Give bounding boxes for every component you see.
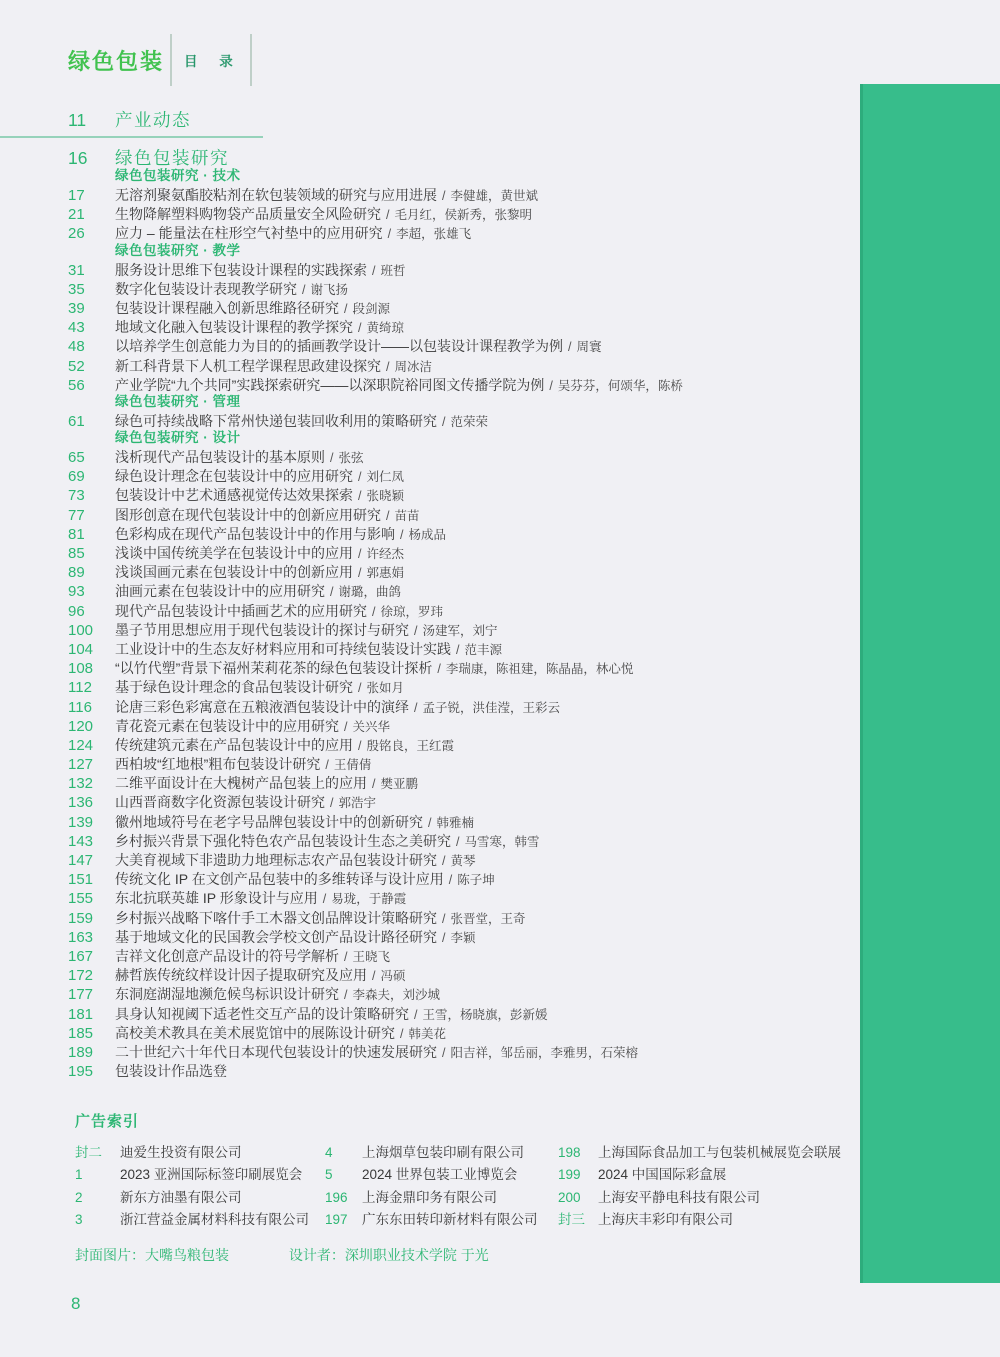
ad-company-name: 上海金鼎印务有限公司 — [362, 1189, 497, 1205]
toc-article-row — [68, 448, 857, 467]
ad-index-row — [325, 1142, 538, 1164]
ad-company-name: 上海安平静电科技有限公司 — [598, 1189, 760, 1205]
article-title: 西柏坡“红地根”粗布包装设计研究 — [115, 756, 321, 773]
author-separator: / — [322, 892, 327, 907]
article-title: 绿色设计理念在包装设计中的应用研究 — [115, 468, 353, 485]
toc-section-header: 绿色包装研究 · 教学 — [115, 242, 241, 258]
article-page-number: 124 — [68, 736, 94, 754]
article-authors: 韩美花 — [408, 1026, 446, 1041]
article-title: 东洞庭湖湿地濒危候鸟标识设计研究 — [115, 986, 339, 1003]
author-separator: / — [344, 719, 348, 734]
ad-index-column-2 — [325, 1142, 538, 1232]
ad-index-row — [75, 1209, 309, 1231]
toc-article-row — [68, 376, 857, 395]
ad-page-number: 5 — [325, 1167, 333, 1183]
toc-article-row — [68, 563, 857, 582]
article-authors: 徐琼，罗玮 — [380, 604, 443, 619]
article-authors: 马雪寒，韩雪 — [464, 834, 540, 849]
article-authors: 毛月红，侯新秀，张黎明 — [394, 208, 532, 223]
entry-page-number: 11 — [68, 110, 87, 130]
article-title: 油画元素在包装设计中的应用研究 — [115, 583, 325, 600]
author-separator: / — [330, 451, 334, 466]
ad-company-name: 迪爱生投资有限公司 — [120, 1145, 242, 1160]
brand-header — [68, 34, 252, 86]
article-authors: 黄绮琼 — [366, 321, 404, 336]
toc-article-row — [68, 851, 857, 870]
toc-article-row — [68, 870, 857, 889]
article-title: 赫哲族传统纹样设计因子提取研究及应用 — [115, 967, 367, 984]
article-page-number: 155 — [68, 890, 94, 908]
author-separator: / — [400, 527, 404, 542]
article-title: 徽州地域符号在老字号品牌包装设计中的创新研究 — [115, 813, 423, 830]
author-separator: / — [549, 378, 553, 393]
article-page-number: 39 — [68, 299, 85, 317]
article-page-number: 100 — [68, 621, 94, 639]
toc-article-row — [68, 813, 857, 832]
author-separator: / — [442, 414, 446, 429]
author-separator: / — [428, 815, 432, 830]
toc-section-header: 绿色包装研究 · 管理 — [115, 393, 241, 409]
article-title: 应力 – 能量法在柱形空气衬垫中的应用研究 — [115, 225, 383, 242]
author-separator: / — [358, 547, 362, 561]
toc-section-header: 绿色包装研究 · 设计 — [115, 430, 241, 446]
article-title: 色彩构成在现代产品包装设计中的作用与影响 — [115, 525, 395, 542]
author-separator: / — [456, 834, 460, 849]
article-title: “以竹代塑”背景下福州茉莉花茶的绿色包装设计探析 — [115, 660, 433, 677]
article-authors: 李超，张雄飞 — [396, 227, 472, 242]
article-page-number: 163 — [68, 928, 94, 946]
ad-index-column-1 — [75, 1142, 309, 1232]
toc-article-row — [68, 205, 857, 224]
article-title: 二维平面设计在大槐树产品包装上的应用 — [115, 775, 367, 792]
toc-article-row — [68, 1043, 857, 1062]
author-separator: / — [325, 758, 329, 773]
article-page-number: 195 — [68, 1063, 94, 1081]
author-separator: / — [442, 854, 446, 868]
ad-index-row — [558, 1142, 841, 1164]
toc-article-row — [68, 412, 857, 431]
article-title: 工业设计中的生态友好材料应用和可持续包装设计实践 — [115, 640, 451, 657]
article-page-number: 43 — [68, 319, 85, 337]
article-authors: 冯硕 — [380, 969, 406, 984]
article-title: 墨子节用思想应用于现代包装设计的探讨与研究 — [115, 621, 409, 638]
entry-title: 绿色包装研究 — [115, 148, 229, 168]
author-separator: / — [358, 470, 362, 485]
article-page-number: 26 — [68, 225, 85, 243]
toc-article-row — [68, 544, 857, 563]
author-separator: / — [372, 604, 376, 619]
article-authors: 黄琴 — [450, 854, 476, 868]
ad-index-row — [558, 1209, 841, 1231]
toc-article-row — [68, 698, 857, 717]
entry-title: 产业动态 — [115, 110, 191, 130]
article-page-number: 77 — [68, 506, 85, 524]
ad-index-row — [75, 1164, 309, 1186]
ad-index-row — [75, 1187, 309, 1209]
author-separator: / — [386, 208, 390, 223]
article-page-number: 181 — [68, 1005, 94, 1023]
article-page-number: 96 — [68, 602, 85, 620]
article-page-number: 136 — [68, 794, 94, 812]
article-page-number: 120 — [68, 717, 94, 735]
article-authors: 张弦 — [338, 451, 364, 466]
article-authors: 汤建军，刘宁 — [422, 623, 498, 638]
article-page-number: 61 — [68, 412, 85, 430]
article-page-number: 159 — [68, 909, 94, 927]
article-title: 浅析现代产品包装设计的基本原则 — [115, 449, 325, 466]
article-authors: 杨成品 — [408, 527, 446, 542]
author-separator: / — [372, 777, 376, 792]
article-authors: 刘仁凤 — [366, 470, 404, 485]
toc-article-row — [68, 717, 857, 736]
ad-page-number: 4 — [325, 1145, 333, 1160]
toc-groups — [68, 169, 857, 1081]
article-authors: 段剑源 — [352, 301, 390, 316]
designer-caption: 设计者：深圳职业技术学院 于光 — [288, 1247, 489, 1263]
article-authors: 关兴华 — [352, 719, 390, 734]
header-divider-bar — [250, 34, 252, 86]
article-page-number: 167 — [68, 947, 94, 965]
article-title: 产业学院“九个共同”实践探索研究——以深职院裕同图文传播学院为例 — [115, 376, 545, 393]
author-separator: / — [442, 1045, 446, 1060]
article-authors: 王雪，杨晓旗，彭新媛 — [422, 1007, 548, 1022]
article-title: 吉祥文化创意产品设计的符号学解析 — [115, 947, 339, 964]
ad-page-number: 1 — [75, 1167, 83, 1183]
author-separator: / — [358, 566, 362, 581]
article-page-number: 89 — [68, 564, 85, 582]
article-title: 以培养学生创意能力为目的的插画教学设计——以包装设计课程教学为例 — [115, 338, 563, 355]
ad-page-number: 封三 — [558, 1212, 585, 1228]
article-authors: 陈子坤 — [457, 873, 495, 888]
article-title: 无溶剂聚氨酯胶粘剂在软包装领域的研究与应用进展 — [115, 187, 437, 203]
article-page-number: 139 — [68, 813, 94, 831]
ad-company-name: 上海国际食品加工与包装机械展览会联展 — [598, 1145, 841, 1160]
article-page-number: 143 — [68, 832, 94, 850]
article-title: 包装设计课程融入创新思维路径研究 — [115, 299, 339, 316]
article-title: 大美育视域下非遗助力地理标志农产品包装设计研究 — [115, 852, 437, 868]
article-authors: 樊亚鹏 — [380, 777, 418, 792]
toc-article-row — [68, 525, 857, 544]
article-authors: 王倩倩 — [333, 758, 372, 773]
toc-page-label: 目 录 — [184, 54, 242, 69]
article-title: 新工科背景下人机工程学课程思政建设探究 — [115, 357, 381, 374]
toc-article-row — [68, 224, 857, 243]
article-page-number: 81 — [68, 525, 85, 543]
article-authors: 班哲 — [380, 263, 406, 278]
ad-page-number: 197 — [325, 1212, 348, 1228]
author-separator: / — [442, 189, 446, 203]
ad-company-name: 新东方油墨有限公司 — [120, 1189, 242, 1205]
article-page-number: 127 — [68, 756, 94, 774]
article-page-number: 17 — [68, 187, 85, 204]
ad-index-row — [325, 1187, 538, 1209]
article-title: 绿色可持续战略下常州快递包装回收利用的策略研究 — [115, 412, 437, 429]
article-authors: 孟子锐，洪佳滢，王彩云 — [422, 700, 560, 715]
toc-article-row — [68, 736, 857, 755]
journal-logo: 绿色包装 — [68, 48, 165, 74]
toc-article-row — [68, 280, 857, 299]
article-page-number: 147 — [68, 852, 94, 869]
article-title: 服务设计思维下包装设计课程的实践探索 — [115, 261, 367, 278]
toc-article-row — [68, 261, 857, 280]
article-page-number: 56 — [68, 376, 85, 394]
article-title: 青花瓷元素在包装设计中的应用研究 — [115, 717, 339, 734]
article-authors: 阳吉祥，邹岳丽，李雅男，石荣榕 — [450, 1045, 638, 1060]
article-page-number: 65 — [68, 449, 85, 467]
article-page-number: 172 — [68, 967, 94, 985]
article-authors: 李健雄，黄世斌 — [450, 189, 538, 203]
article-authors: 周寰 — [576, 340, 602, 355]
toc-article-row — [68, 1024, 857, 1043]
ad-company-name: 上海烟草包装印刷有限公司 — [362, 1145, 524, 1160]
article-title: 基于绿色设计理念的食品包装设计研究 — [115, 679, 353, 696]
article-authors: 许经杰 — [366, 547, 404, 561]
author-separator: / — [344, 301, 348, 316]
toc-article-row — [68, 640, 857, 659]
article-title: 传统建筑元素在产品包装设计中的应用 — [115, 736, 353, 753]
ad-index-row — [558, 1187, 841, 1209]
article-title: 传统文化 IP 在文创产品包装中的多维转译与设计应用 — [115, 871, 444, 888]
author-separator: / — [358, 738, 362, 753]
article-title: 高校美术教具在美术展览馆中的展陈设计研究 — [115, 1024, 395, 1041]
article-title: 数字化包装设计表现教学研究 — [115, 280, 297, 297]
article-page-number: 31 — [68, 261, 85, 279]
toc-article-row — [68, 318, 857, 337]
ad-index-row — [558, 1164, 841, 1186]
article-authors: 易珑，于静霞 — [331, 892, 407, 907]
toc-section-header: 绿色包装研究 · 技术 — [115, 168, 241, 183]
toc-article-row — [68, 602, 857, 621]
toc-article-row — [68, 985, 857, 1004]
article-authors: 周冰洁 — [394, 359, 432, 374]
article-authors: 王晓飞 — [352, 949, 390, 964]
article-title: 浅谈国画元素在包装设计中的创新应用 — [115, 564, 353, 581]
toc-entry-research-section — [68, 147, 857, 169]
author-separator: / — [442, 911, 446, 926]
ad-index-row — [75, 1142, 309, 1164]
article-authors: 韩雅楠 — [436, 815, 474, 830]
author-separator: / — [456, 642, 460, 657]
ad-company-name: 2024 世界包装工业博览会 — [362, 1167, 518, 1183]
article-authors: 范荣荣 — [450, 414, 488, 429]
author-separator: / — [386, 508, 390, 523]
article-title: 具身认知视阈下适老性交互产品的设计策略研究 — [115, 1005, 409, 1022]
toc-article-row — [68, 582, 857, 601]
article-page-number: 185 — [68, 1024, 94, 1042]
article-authors: 李森夫，刘沙城 — [352, 988, 440, 1003]
article-title: 包装设计中艺术通感视觉传达效果探索 — [115, 487, 353, 504]
article-title: 图形创意在现代包装设计中的创新应用研究 — [115, 506, 381, 523]
toc-article-row — [68, 659, 857, 678]
author-separator: / — [442, 930, 446, 945]
article-authors: 殷铭良，王红霞 — [366, 738, 454, 753]
ad-index — [75, 1110, 857, 1228]
article-title: 乡村振兴背景下强化特色农产品包装设计生态之美研究 — [115, 832, 451, 849]
article-page-number: 48 — [68, 338, 85, 356]
author-separator: / — [358, 681, 362, 696]
article-title: 包装设计作品选登 — [115, 1063, 227, 1080]
article-page-number: 85 — [68, 545, 85, 562]
author-separator: / — [372, 969, 376, 984]
article-page-number: 112 — [68, 679, 92, 697]
toc-article-row — [68, 947, 857, 966]
author-separator: / — [437, 662, 441, 677]
toc-article-row — [68, 774, 857, 793]
article-title: 山西晋商数字化资源包装设计研究 — [115, 794, 325, 811]
toc-article-row — [68, 1005, 857, 1024]
ad-page-number: 2 — [75, 1189, 83, 1205]
article-page-number: 108 — [68, 660, 94, 678]
ad-company-name: 2024 中国国际彩盒展 — [598, 1167, 727, 1183]
ad-page-number: 196 — [325, 1189, 348, 1205]
toc-article-row — [68, 909, 857, 928]
author-separator: / — [387, 227, 392, 242]
author-separator: / — [302, 282, 306, 297]
toc-body — [68, 147, 857, 1081]
ad-company-name: 2023 亚洲国际标签印刷展览会 — [120, 1167, 303, 1183]
article-page-number: 35 — [68, 280, 85, 298]
toc-article-row — [68, 299, 857, 318]
article-page-number: 151 — [68, 871, 94, 889]
article-title: 生物降解塑料购物袋产品质量安全风险研究 — [115, 206, 381, 223]
toc-article-row — [68, 506, 857, 525]
article-authors: 范丰源 — [464, 642, 502, 657]
ad-company-name: 广东东田转印新材料有限公司 — [362, 1212, 538, 1228]
article-title: 二十世纪六十年代日本现代包装设计的快速发展研究 — [115, 1043, 437, 1060]
article-authors: 张如月 — [366, 681, 404, 696]
toc-article-row — [68, 928, 857, 947]
article-page-number: 177 — [68, 986, 94, 1004]
ad-index-column-3 — [558, 1142, 841, 1232]
article-title: 地域文化融入包装设计课程的教学探究 — [115, 319, 353, 336]
ad-page-number: 200 — [558, 1189, 581, 1205]
toc-article-row — [68, 486, 857, 505]
ad-index-row — [325, 1164, 538, 1186]
toc-entry-industry-news — [68, 107, 191, 132]
article-authors: 张晓颖 — [366, 489, 404, 504]
folio-page-number: 8 — [71, 1294, 81, 1313]
toc-article-row — [68, 966, 857, 985]
article-authors: 李颖 — [450, 930, 476, 945]
article-authors: 吴芬芬，何颂华，陈桥 — [557, 378, 683, 393]
author-separator: / — [386, 359, 390, 374]
article-authors: 谢飞扬 — [310, 282, 348, 297]
article-authors: 李瑞康，陈祖建，陈晶晶，林心悦 — [445, 662, 634, 677]
author-separator: / — [414, 623, 418, 638]
toc-article-row — [68, 467, 857, 486]
author-separator: / — [400, 1026, 404, 1041]
toc-article-row — [68, 357, 857, 376]
toc-article-row — [68, 889, 857, 908]
author-separator: / — [358, 321, 362, 336]
article-authors: 张晋堂，王奇 — [450, 911, 526, 926]
entry-page-number: 16 — [68, 148, 88, 168]
author-separator: / — [330, 796, 334, 811]
author-separator: / — [344, 949, 348, 964]
right-accent-panel — [860, 84, 1000, 1283]
author-separator: / — [372, 263, 376, 278]
ad-index-title: 广告索引 — [75, 1113, 140, 1130]
toc-article-row — [68, 186, 857, 205]
article-title: 论唐三彩色彩寓意在五粮液酒包装设计中的演绎 — [115, 698, 409, 715]
toc-article-row — [68, 678, 857, 697]
toc-article-row — [68, 793, 857, 812]
article-page-number: 93 — [68, 583, 85, 601]
article-title: 现代产品包装设计中插画艺术的应用研究 — [115, 602, 367, 619]
ad-page-number: 3 — [75, 1212, 83, 1228]
cover-credit-line — [75, 1245, 489, 1265]
author-separator: / — [330, 585, 334, 600]
author-separator: / — [358, 489, 362, 504]
article-title: 浅谈中国传统美学在包装设计中的应用 — [115, 545, 353, 561]
ad-page-number: 199 — [558, 1167, 581, 1183]
article-page-number: 69 — [68, 468, 85, 486]
article-authors: 郭惠娟 — [366, 566, 404, 581]
author-separator: / — [414, 1007, 418, 1022]
article-authors: 苗苗 — [394, 508, 420, 523]
toc-article-row — [68, 1062, 857, 1081]
toc-article-row — [68, 755, 857, 774]
ad-company-name: 上海庆丰彩印有限公司 — [598, 1212, 733, 1228]
article-page-number: 116 — [68, 698, 92, 716]
article-page-number: 104 — [68, 640, 94, 658]
author-separator: / — [448, 873, 453, 888]
ad-company-name: 浙江营益金属材料科技有限公司 — [120, 1212, 309, 1228]
article-title: 东北抗联英雄 IP 形象设计与应用 — [115, 890, 318, 907]
toc-article-row — [68, 832, 857, 851]
section-rule — [0, 136, 263, 138]
article-page-number: 189 — [68, 1043, 94, 1061]
ad-index-row — [325, 1209, 538, 1231]
cover-image-caption: 封面图片：大嘴鸟粮包装 — [75, 1247, 229, 1263]
article-authors: 谢璐，曲鸽 — [338, 585, 401, 600]
article-page-number: 52 — [68, 357, 85, 375]
article-authors: 郭浩宇 — [338, 796, 376, 811]
author-separator: / — [344, 988, 348, 1003]
header-divider-bar — [170, 34, 172, 86]
ad-page-number: 封二 — [75, 1145, 102, 1160]
article-title: 基于地域文化的民国教会学校文创产品设计路径研究 — [115, 928, 437, 945]
toc-article-row — [68, 337, 857, 356]
article-page-number: 73 — [68, 487, 85, 505]
ad-page-number: 198 — [558, 1145, 581, 1160]
article-title: 乡村振兴战略下喀什手工木器文创品牌设计策略研究 — [115, 909, 437, 926]
toc-article-row — [68, 621, 857, 640]
author-separator: / — [414, 700, 418, 715]
article-page-number: 21 — [68, 206, 85, 224]
article-page-number: 132 — [68, 775, 94, 793]
author-separator: / — [568, 340, 572, 355]
